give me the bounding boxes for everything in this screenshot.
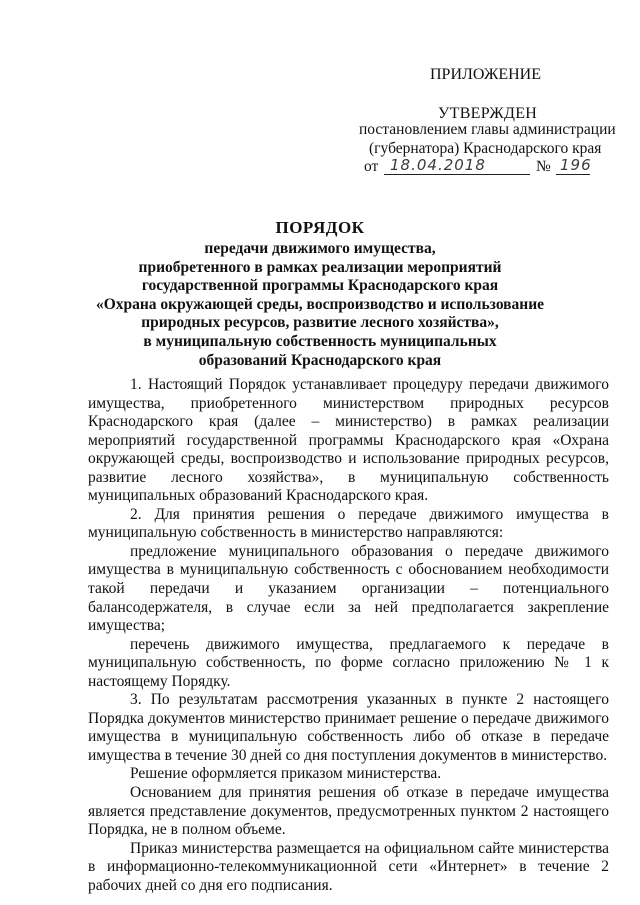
number-underline — [556, 174, 590, 175]
decree-line-2: (губернатора) Краснодарского края — [369, 140, 602, 157]
title-line: «Охрана окружающей среды, воспроизводство и использование — [95, 295, 545, 313]
paragraph: предложение муниципального образования о передаче движимого имущества в муниципальную собственность с обоснованием необходимости такой передачи и указанием организации – потенциального балансодержателя, в случае если за ней предполагается закрепление имущества; — [88, 542, 609, 635]
decree-date-number-line — [364, 157, 634, 179]
appendix-label: ПРИЛОЖЕНИЕ — [430, 66, 542, 83]
title-line: в муниципальную собственность муниципальных — [143, 332, 497, 350]
document-body — [88, 376, 609, 895]
paragraph: 1. Настоящий Порядок устанавливает процедуру передачи движимого имущества, приобретенного министерством природных ресурсов Краснодарского края (далее – министерство) в рамках реализации мероприятий государственной программы Краснодарского края «Охрана окружающей среды, воспроизводство и использование природных ресурсов, развитие лесного хозяйства», в муниципальную собственность муниципальных образований Краснодарского края. — [88, 376, 609, 505]
date-underline — [384, 174, 530, 175]
paragraph: Решение оформляется приказом министерства. — [130, 765, 442, 783]
document-title — [80, 218, 560, 370]
decree-line-1: постановлением главы администрации — [359, 121, 616, 138]
handwritten-number: 196 — [560, 156, 592, 174]
paragraph: Основанием для принятия решения об отказе в передаче имущества является представление документов, предусмотренных пунктом 2 настоящего Порядка, не в полном объеме. — [88, 784, 609, 839]
handwritten-date: 18.04.2018 — [390, 156, 486, 174]
title-line: природных ресурсов, развитие лесного хозяйства», — [141, 314, 499, 332]
title-line: передачи движимого имущества, — [204, 240, 436, 257]
title-main: ПОРЯДОК — [275, 218, 365, 237]
date-prefix: от — [364, 158, 379, 175]
paragraph: 2. Для принятия решения о передаче движимого имущества в муниципальную собственность в министерство направляются: — [88, 505, 609, 542]
title-line: образований Краснодарского края — [198, 351, 442, 369]
paragraph: перечень движимого имущества, предлагаемого к передаче в муниципальную собственность, по форме согласно приложению № 1 к настоящему Порядку. — [88, 635, 609, 690]
number-prefix: № — [536, 158, 551, 175]
paragraph: Приказ министерства размещается на официальном сайте министерства в информационно-телекоммуникационной сети «Интернет» в течение 2 рабочих дней со дня его подписания. — [88, 839, 609, 894]
paragraph: 3. По результатам рассмотрения указанных в пункте 2 настоящего Порядка документов министерство принимает решение о передаче движимого имущества в муниципальную собственность либо об отказе в передаче имущества в течение 30 дней со дня поступления документов в министерство. — [88, 691, 609, 764]
title-line: приобретенного в рамках реализации мероприятий — [138, 258, 502, 276]
title-line: государственной программы Краснодарского края — [141, 277, 499, 295]
approved-label: УТВЕРЖДЕН — [438, 105, 538, 122]
